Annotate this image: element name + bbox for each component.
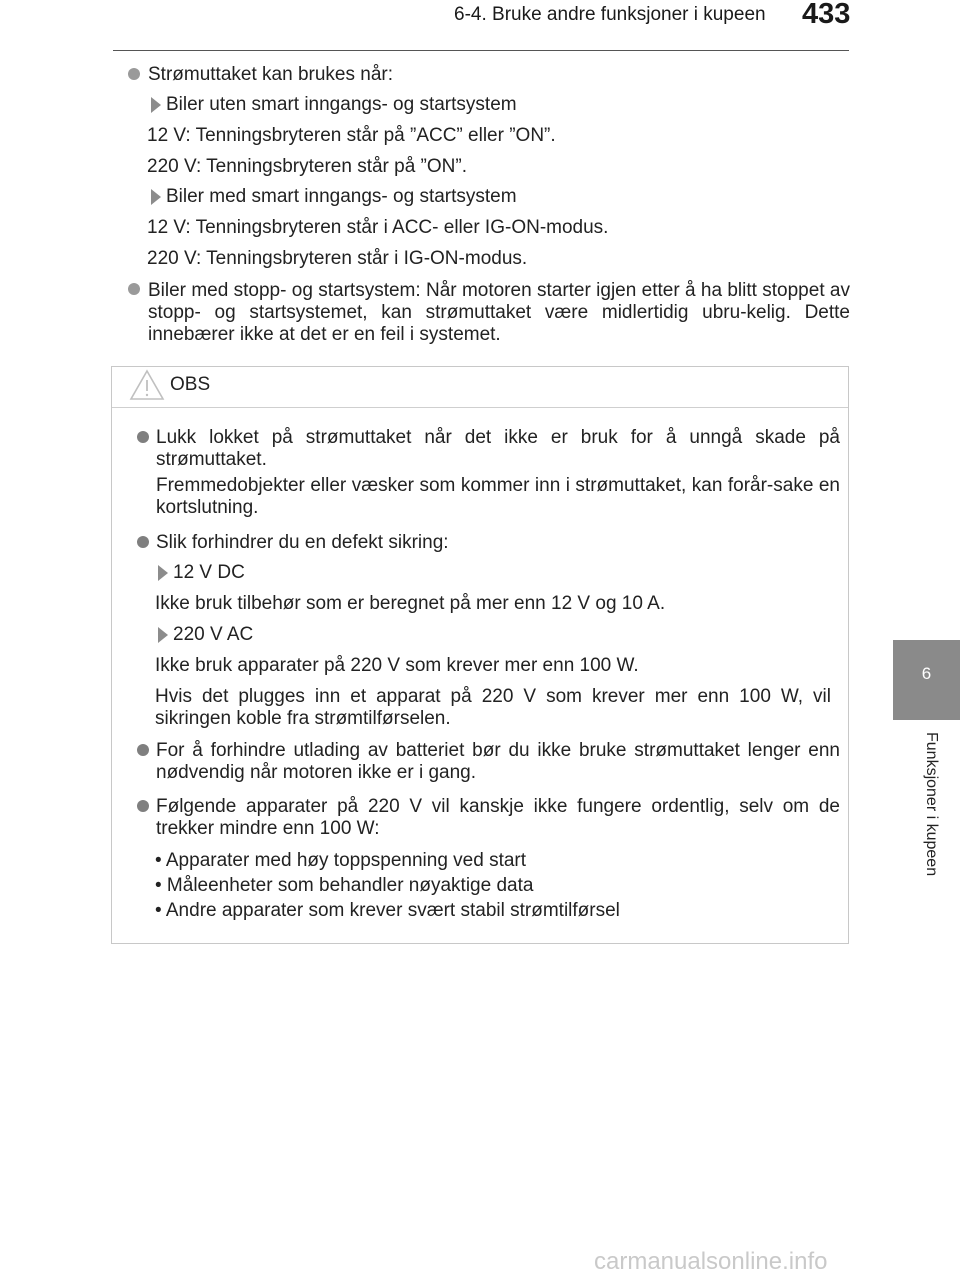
- section-title: 6-4. Bruke andre funksjoner i kupeen: [454, 4, 766, 25]
- sub-text: Ikke bruk apparater på 220 V som krever mer enn 100 W.: [155, 655, 639, 676]
- main-bullet-1: Strømuttaket kan brukes når:: [148, 64, 393, 85]
- sub-text: 12 V: Tenningsbryteren står i ACC- eller IG-ON-modus.: [147, 217, 609, 238]
- caution-bullet-3: For å forhindre utlading av batteriet bør du ikke bruke strømuttaket lenger enn nødvendig når motoren ikke er i gang.: [156, 740, 840, 783]
- triangle-bullet-icon: [158, 627, 168, 643]
- triangle-bullet-icon: [151, 97, 161, 113]
- header-rule: [113, 50, 849, 51]
- warning-triangle-icon: [128, 368, 166, 402]
- triangle-bullet-icon: [151, 189, 161, 205]
- bullet-icon: [137, 536, 149, 548]
- sub-text: 220 V: Tenningsbryteren står på ”ON”.: [147, 156, 467, 177]
- list-item: • Måleenheter som behandler nøyaktige data: [155, 875, 534, 896]
- caution-bullet-1-cont: Fremmedobjekter eller væsker som kommer inn i strømuttaket, kan forår-sake en kortslutning.: [156, 475, 840, 518]
- triangle-bullet-icon: [158, 565, 168, 581]
- caution-bullet-4: Følgende apparater på 220 V vil kanskje ikke fungere ordentlig, selv om de trekker mindre enn 100 W:: [156, 796, 840, 839]
- list-item: • Andre apparater som krever svært stabil strømtilførsel: [155, 900, 620, 921]
- bullet-icon: [137, 800, 149, 812]
- list-item: • Apparater med høy toppspenning ved start: [155, 850, 527, 871]
- sub-heading-ac: 220 V AC: [173, 624, 254, 645]
- sub-text: 12 V: Tenningsbryteren står på ”ACC” eller ”ON”.: [147, 125, 556, 146]
- chapter-label: Funksjoner i kupeen: [923, 732, 940, 877]
- sub-text: Ikke bruk tilbehør som er beregnet på mer enn 12 V og 10 A.: [155, 593, 666, 614]
- sub-heading-dc: 12 V DC: [173, 562, 245, 583]
- page-number: 433: [802, 0, 851, 30]
- caution-bullet-2: Slik forhindrer du en defekt sikring:: [156, 532, 449, 553]
- main-bullet-2: Biler med stopp- og startsystem: Når motoren starter igjen etter å ha blitt stoppet av stopp- og startsystemet, kan strømuttaket være midlertidig ubru-kelig. Dette innebærer ikke at det er en feil i systemet.: [148, 280, 850, 345]
- caution-bullet-1: Lukk lokket på strømuttaket når det ikke er bruk for å unngå skade på strømuttaket.: [156, 427, 840, 470]
- bullet-icon: [128, 283, 140, 295]
- bullet-icon: [137, 744, 149, 756]
- caution-title: OBS: [170, 374, 211, 395]
- sub-heading-2: Biler med smart inngangs- og startsystem: [166, 186, 517, 207]
- watermark: carmanualsonline.info: [594, 1248, 828, 1275]
- sub-heading-1: Biler uten smart inngangs- og startsystem: [166, 94, 517, 115]
- bullet-icon: [128, 68, 140, 80]
- bullet-icon: [137, 431, 149, 443]
- sub-text: Hvis det plugges inn et apparat på 220 V som krever mer enn 100 W, vil sikringen koble fra strømtilførselen.: [155, 686, 831, 729]
- chapter-number: 6: [921, 664, 932, 683]
- caution-divider: [112, 407, 848, 408]
- sub-text: 220 V: Tenningsbryteren står i IG-ON-modus.: [147, 248, 528, 269]
